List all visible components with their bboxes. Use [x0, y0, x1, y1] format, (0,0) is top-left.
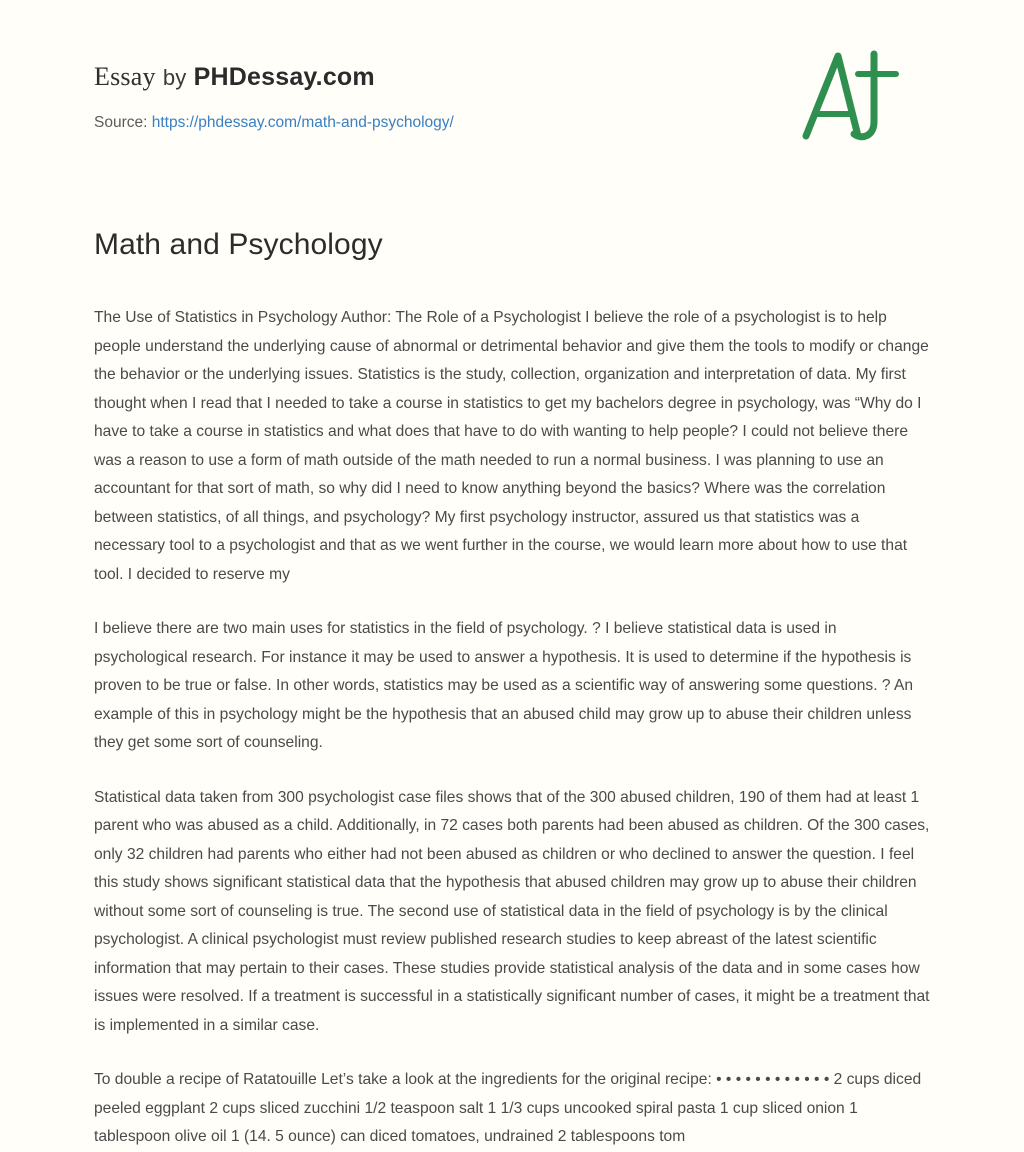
by-label: by: [162, 65, 187, 90]
page-title: Math and Psychology: [94, 228, 383, 261]
source-url-link[interactable]: https://phdessay.com/math-and-psychology/: [151, 114, 454, 131]
essay-body: [94, 304, 930, 1152]
paragraph: The Use of Statistics in Psychology Author: The Role of a Psychologist I believe the role of a psychologist is to help people understand the underlying cause of abnormal or detrimental behavior and give them the tools to modify or change the behavior or the underlying issues. Statistics is the study, collection, organization and interpretation of data. My first thought when I read that I needed to take a course in statistics to get my bachelors degree in psychology, was “Why do I have to take a course in statistics and what does that have to do with wanting to help people? I could not believe there was a reason to use a form of math outside of the math needed to run a normal business. I was planning to use an accountant for that sort of math, so why did I need to know anything beyond the basics? Where was the correlation between statistics, of all things, and psychology? My first psychology instructor, assured us that statistics was a necessary tool to a psychologist and that as we went further in the course, we would learn more about how to use that tool. I decided to reserve my: [94, 309, 929, 583]
paragraph: I believe there are two main uses for statistics in the field of psychology. ? I believe statistical data is used in psychological research. For instance it may be used to answer a hypothesis. It is used to determine if the hypothesis is proven to be true or false. In other words, statistics may be used as a scientific way of answering some questions. ? An example of this in psychology might be the hypothesis that an abused child may grow up to abuse their children unless they get some sort of counseling.: [94, 620, 914, 751]
paragraph: Statistical data taken from 300 psychologist case files shows that of the 300 abused children, 190 of them had at least 1 parent who was abused as a child. Additionally, in 72 cases both parents had been abused as children. Of the 300 cases, only 32 children had parents who either had not been abused as children or who declined to answer the question. I feel this study shows significant statistical data that the hypothesis that abused children may grow up to abuse their children without some sort of counseling is true. The second use of statistical data in the field of psychology is by the clinical psychologist. A clinical psychologist must review published research studies to keep abreast of the latest scientific information that may pertain to their cases. These studies provide statistical analysis of the data and in some cases how issues were resolved. If a treatment is successful in a statistically significant number of cases, it might be a treatment that is implemented in a similar case.: [94, 788, 930, 1034]
paragraph: To double a recipe of Ratatouille Let’s take a look at the ingredients for the original recipe: • • • • • • • • • • • • 2 cups diced peeled eggplant 2 cups sliced zucchini 1/2 teaspoon salt 1 1/3 cups uncooked spiral pasta 1 cup sliced onion 1 tablespoon olive oil 1 (14. 5 ounce) can diced tomatoes, undrained 2 tablespoons tom: [94, 1071, 922, 1145]
site-name: PHDessay.com: [193, 63, 375, 91]
source-label: Source:: [94, 114, 148, 131]
phdessay-a-logo: [792, 44, 912, 154]
page-header: [94, 62, 930, 132]
essay-label: Essay: [94, 62, 156, 91]
